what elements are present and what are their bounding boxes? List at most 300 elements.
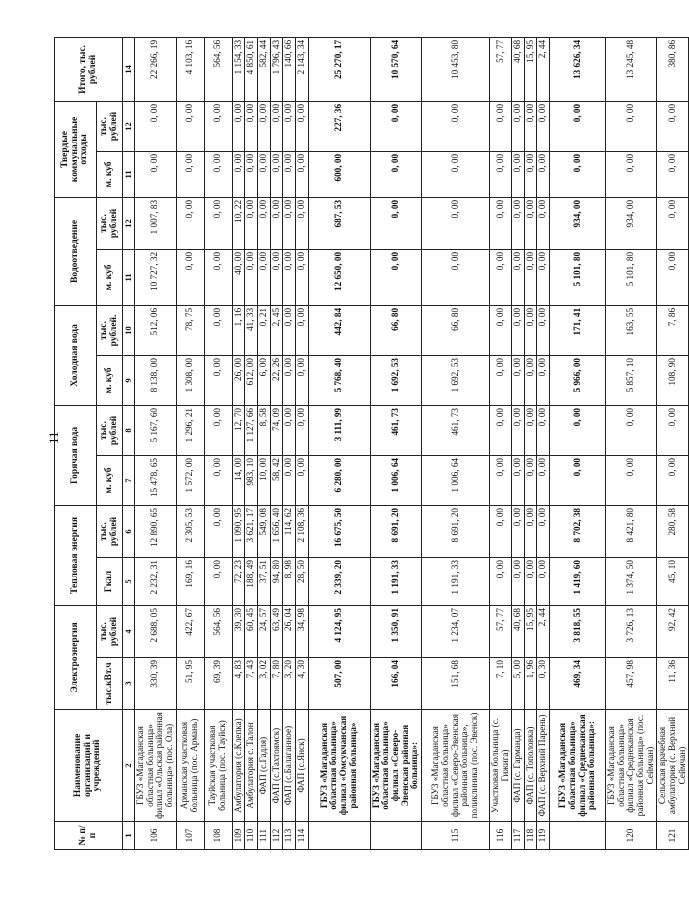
value-cell: 0, 00	[606, 405, 657, 455]
header-npp: № п/п	[55, 822, 123, 850]
value-cell: 0, 00	[524, 305, 537, 355]
value-cell: 0, 00	[489, 249, 511, 305]
value-cell: 0, 00	[657, 405, 689, 455]
value-cell: 0, 00	[657, 455, 689, 505]
value-cell: 0, 00	[176, 151, 204, 197]
value-cell: 5 966, 00	[550, 355, 606, 405]
organization-name: Сельская врачебная амбулатория (с. Верхний Сеймчан)	[657, 710, 689, 822]
value-cell: 1 572, 00	[176, 455, 204, 505]
value-cell: 10 727, 32	[135, 249, 177, 305]
row-number: 115	[421, 822, 489, 850]
row-number: 110	[245, 822, 258, 850]
value-cell: 0, 00	[550, 455, 606, 505]
row-number: 118	[524, 822, 537, 850]
value-cell: 39, 30	[232, 606, 245, 658]
header-total: Итого, тыс. рублей	[55, 37, 123, 101]
value-cell: 8, 98	[283, 558, 296, 606]
subheader-cell: тыс. рублей	[97, 505, 123, 557]
value-cell: 15, 95	[524, 37, 537, 101]
value-cell: 2, 44	[537, 606, 550, 658]
value-cell: 0, 00	[489, 405, 511, 455]
organization-name: ФАП (с.Балаганное)	[283, 710, 296, 822]
value-cell: 69, 39	[204, 658, 232, 710]
column-index-cell: 6	[123, 505, 135, 557]
value-cell: 461, 73	[421, 405, 489, 455]
row-number: 116	[489, 822, 511, 850]
value-cell: 5, 00	[512, 658, 525, 710]
value-cell: 7, 86	[657, 305, 689, 355]
value-cell: 0, 00	[512, 505, 525, 557]
value-cell: 188, 49	[245, 558, 258, 606]
column-index-cell: 2	[123, 710, 135, 822]
value-cell: 0, 00	[537, 197, 550, 249]
column-index-cell: 1	[123, 822, 135, 850]
value-cell: 140, 66	[283, 37, 296, 101]
column-index-cell: 5	[123, 558, 135, 606]
value-cell: 34, 98	[295, 606, 308, 658]
value-cell: 0, 00	[489, 197, 511, 249]
value-cell: 57, 77	[489, 37, 511, 101]
value-cell: 0, 00	[204, 455, 232, 505]
value-cell: 0, 00	[135, 151, 177, 197]
value-cell: 7, 43	[245, 658, 258, 710]
value-cell: 0, 00	[606, 151, 657, 197]
value-cell: 549, 08	[257, 505, 270, 557]
value-cell: 380, 86	[657, 37, 689, 101]
value-cell: 0, 00	[204, 405, 232, 455]
value-cell: 12 650, 00	[308, 249, 370, 305]
organization-name: ФАП (с.Янск)	[295, 710, 308, 822]
value-cell: 0, 00	[245, 197, 258, 249]
table-row	[524, 37, 537, 849]
organization-name: ФАП (с.Тахтоямск)	[270, 710, 283, 822]
organization-name: ФАП (с. Верхний Парень)	[537, 710, 550, 822]
value-cell: 0, 00	[283, 455, 296, 505]
value-cell: 57, 77	[489, 606, 511, 658]
value-cell: 66, 80	[421, 305, 489, 355]
column-index-cell: 10	[123, 305, 135, 355]
value-cell: 4 103, 16	[176, 37, 204, 101]
value-cell: 0, 00	[204, 355, 232, 405]
value-cell: 1 374, 50	[606, 558, 657, 606]
value-cell: 0, 00	[606, 455, 657, 505]
value-cell: 0, 00	[245, 249, 258, 305]
column-index-cell: 8	[123, 405, 135, 455]
organization-name: ФАП (с. Тополовка)	[524, 710, 537, 822]
value-cell: 0, 00	[176, 249, 204, 305]
value-cell: 8 691, 20	[421, 505, 489, 557]
subheader-cell: м. куб	[97, 455, 123, 505]
subheader-cell: тыс. рублей.	[97, 305, 123, 355]
value-cell: 0, 00	[512, 151, 525, 197]
organization-name: Участковая больница (с. Гижига)	[489, 710, 511, 822]
value-cell: 5 167, 60	[135, 405, 177, 455]
value-cell: 0, 00	[524, 405, 537, 455]
value-cell: 0, 00	[370, 197, 421, 249]
subheader-cell: тыс. рублей	[97, 101, 123, 151]
value-cell: 3 818, 55	[550, 606, 606, 658]
organization-name: ГБУЗ «Магаданская областная больница» филиал «Северо-Эвенская районная больница», поликлиника (пос. Эвенск)	[421, 710, 489, 822]
value-cell: 0, 00	[489, 355, 511, 405]
value-cell: 40, 00	[232, 249, 245, 305]
value-cell: 0, 00	[421, 151, 489, 197]
organization-name: Амбулатория с. Талон	[245, 710, 258, 822]
table-row	[308, 37, 370, 849]
row-number: 117	[512, 822, 525, 850]
value-cell: 0, 00	[204, 151, 232, 197]
value-cell: 22, 26	[270, 355, 283, 405]
value-cell: 0, 00	[657, 151, 689, 197]
row-number: 121	[657, 822, 689, 850]
value-cell: 28, 50	[295, 558, 308, 606]
subheader-cell: м. куб	[97, 249, 123, 305]
row-number: 111	[257, 822, 270, 850]
value-cell: 1 154, 33	[232, 37, 245, 101]
value-cell: 0, 00	[295, 305, 308, 355]
value-cell: 163, 55	[606, 305, 657, 355]
value-cell: 0, 00	[537, 249, 550, 305]
value-cell: 0, 00	[176, 197, 204, 249]
header-name: Наименование организаций и учреждений	[55, 710, 123, 822]
value-cell: 0, 00	[257, 151, 270, 197]
value-cell: 1 692, 53	[421, 355, 489, 405]
value-cell: 0, 00	[270, 151, 283, 197]
value-cell: 612, 00	[245, 355, 258, 405]
value-cell: 0, 00	[512, 405, 525, 455]
row-number: 119	[537, 822, 550, 850]
value-cell: 10, 22	[232, 197, 245, 249]
value-cell: 171, 41	[550, 305, 606, 355]
value-cell: 0, 00	[512, 558, 525, 606]
table-row	[489, 37, 511, 849]
value-cell: 0, 00	[537, 505, 550, 557]
subheader-cell: тыс. рублей	[97, 197, 123, 249]
value-cell: 8 138, 00	[135, 355, 177, 405]
value-cell: 78, 75	[176, 305, 204, 355]
value-cell: 0, 00	[512, 355, 525, 405]
value-cell: 1 127, 66	[245, 405, 258, 455]
value-cell: 0, 00	[283, 355, 296, 405]
table-row	[245, 37, 258, 849]
value-cell: 0, 00	[524, 101, 537, 151]
value-cell: 58, 42	[270, 455, 283, 505]
value-cell: 0, 00	[537, 101, 550, 151]
value-cell: 0, 00	[421, 101, 489, 151]
row-number: 108	[204, 822, 232, 850]
value-cell: 469, 34	[550, 658, 606, 710]
subheader-cell: м. куб	[97, 355, 123, 405]
table-row	[204, 37, 232, 849]
value-cell: 0, 00	[295, 101, 308, 151]
row-number: 114	[295, 822, 308, 850]
value-cell: 25 270, 17	[308, 37, 370, 101]
value-cell: 0, 00	[295, 151, 308, 197]
value-cell: 0, 00	[204, 197, 232, 249]
value-cell: 0, 00	[270, 101, 283, 151]
value-cell: 0, 00	[283, 405, 296, 455]
value-cell: 1 296, 21	[176, 405, 204, 455]
value-cell: 442, 84	[308, 305, 370, 355]
value-cell: 41, 33	[245, 305, 258, 355]
value-cell: 2, 44	[537, 37, 550, 101]
value-cell: 0, 00	[489, 455, 511, 505]
value-cell: 1 006, 64	[370, 455, 421, 505]
value-cell: 13 626, 34	[550, 37, 606, 101]
value-cell: 0, 00	[257, 249, 270, 305]
value-cell: 0, 00	[204, 249, 232, 305]
column-index-cell: 4	[123, 606, 135, 658]
header-cold-water: Холодная вода	[55, 305, 97, 405]
value-cell: 3 726, 13	[606, 606, 657, 658]
organization-name: Тауйская участковая больница (пос. Тауйск)	[204, 710, 232, 822]
organization-name: ГБУЗ «Магаданская областная больница» филиал «Среднеканская районная больница»:	[550, 710, 606, 822]
value-cell: 151, 68	[421, 658, 489, 710]
value-cell: 0, 00	[657, 101, 689, 151]
value-cell: 4 850, 61	[245, 37, 258, 101]
value-cell: 51, 95	[176, 658, 204, 710]
value-cell: 11, 36	[657, 658, 689, 710]
value-cell: 422, 67	[176, 606, 204, 658]
subheader-cell: тыс.кВт.ч	[97, 658, 123, 710]
value-cell: 0, 00	[204, 305, 232, 355]
table-row	[537, 37, 550, 849]
row-number: 109	[232, 822, 245, 850]
value-cell: 72, 23	[232, 558, 245, 606]
value-cell: 22 266, 19	[135, 37, 177, 101]
value-cell: 12, 70	[232, 405, 245, 455]
value-cell: 2 339, 20	[308, 558, 370, 606]
value-cell: 1, 96	[524, 658, 537, 710]
value-cell: 63, 49	[270, 606, 283, 658]
value-cell: 600, 00	[308, 151, 370, 197]
value-cell: 0, 00	[204, 101, 232, 151]
value-cell: 0, 00	[512, 455, 525, 505]
value-cell: 7, 80	[270, 658, 283, 710]
column-index-cell: 9	[123, 355, 135, 405]
value-cell: 0, 00	[550, 405, 606, 455]
header-drainage: Водоотведение	[55, 197, 97, 305]
value-cell: 0, 00	[512, 249, 525, 305]
value-cell: 0, 21	[257, 305, 270, 355]
value-cell: 1 007, 83	[135, 197, 177, 249]
value-cell: 3 111, 99	[308, 405, 370, 455]
value-cell: 1 191, 33	[421, 558, 489, 606]
value-cell: 108, 90	[657, 355, 689, 405]
value-cell: 26, 00	[232, 355, 245, 405]
value-cell: 1 656, 40	[270, 505, 283, 557]
value-cell: 8 421, 80	[606, 505, 657, 557]
value-cell: 0, 00	[283, 101, 296, 151]
value-cell: 0, 00	[657, 197, 689, 249]
value-cell: 6, 00	[257, 355, 270, 405]
value-cell: 166, 04	[370, 658, 421, 710]
organization-name: Амбулатория (с.Клепка)	[232, 710, 245, 822]
table-row	[606, 37, 657, 849]
value-cell: 10 453, 80	[421, 37, 489, 101]
value-cell: 0, 00	[283, 305, 296, 355]
value-cell: 40, 68	[512, 37, 525, 101]
rotated-table-wrapper	[54, 38, 687, 850]
value-cell: 0, 00	[489, 101, 511, 151]
table-row	[257, 37, 270, 849]
value-cell: 0, 00	[283, 151, 296, 197]
value-cell: 4, 30	[295, 658, 308, 710]
table-row	[295, 37, 308, 849]
row-number	[308, 822, 370, 850]
value-cell: 0, 00	[606, 101, 657, 151]
value-cell: 0, 00	[512, 197, 525, 249]
value-cell: 1 234, 07	[421, 606, 489, 658]
value-cell: 5 768, 40	[308, 355, 370, 405]
value-cell: 16 675, 50	[308, 505, 370, 557]
table-row	[421, 37, 489, 849]
value-cell: 582, 44	[257, 37, 270, 101]
value-cell: 37, 51	[257, 558, 270, 606]
table-row	[232, 37, 245, 849]
value-cell: 0, 00	[245, 101, 258, 151]
value-cell: 13 245, 48	[606, 37, 657, 101]
value-cell: 8 691, 20	[370, 505, 421, 557]
value-cell: 2 143, 34	[295, 37, 308, 101]
value-cell: 3 621, 17	[245, 505, 258, 557]
header-waste: Твердые коммунальные отходы	[55, 101, 97, 197]
value-cell: 0, 00	[550, 151, 606, 197]
value-cell: 330, 39	[135, 658, 177, 710]
value-cell: 0, 00	[537, 355, 550, 405]
value-cell: 4 124, 95	[308, 606, 370, 658]
value-cell: 0, 00	[370, 151, 421, 197]
value-cell: 5 857, 10	[606, 355, 657, 405]
value-cell: 0, 00	[524, 249, 537, 305]
value-cell: 1 419, 60	[550, 558, 606, 606]
organization-name: ФАП (с. Гарманда)	[512, 710, 525, 822]
value-cell: 7, 10	[489, 658, 511, 710]
value-cell: 1 006, 64	[421, 455, 489, 505]
value-cell: 0, 00	[524, 455, 537, 505]
table-row	[135, 37, 177, 849]
value-cell: 1, 16	[232, 305, 245, 355]
row-number	[370, 822, 421, 850]
value-cell: 10, 00	[257, 455, 270, 505]
value-cell: 169, 16	[176, 558, 204, 606]
value-cell: 0, 00	[489, 505, 511, 557]
value-cell: 40, 68	[512, 606, 525, 658]
column-index-cell: 3	[123, 658, 135, 710]
value-cell: 0, 00	[283, 249, 296, 305]
value-cell: 0, 00	[421, 249, 489, 305]
value-cell: 934, 00	[606, 197, 657, 249]
value-cell: 0, 00	[512, 305, 525, 355]
value-cell: 2, 45	[270, 305, 283, 355]
page-number: 11	[46, 431, 61, 444]
value-cell: 0, 00	[657, 249, 689, 305]
value-cell: 0, 00	[295, 249, 308, 305]
table-row	[512, 37, 525, 849]
subheader-cell: Гкал	[97, 558, 123, 606]
value-cell: 0, 00	[232, 101, 245, 151]
value-cell: 60, 45	[245, 606, 258, 658]
table-row	[283, 37, 296, 849]
value-cell: 0, 00	[232, 151, 245, 197]
value-cell: 0, 00	[537, 455, 550, 505]
organization-name: ГБУЗ «Магаданская областная больница» филиал «Омсукчанская районная больница»	[308, 710, 370, 822]
value-cell: 0, 00	[176, 101, 204, 151]
organization-name: Арманская участковая больница (пос. Армань)	[176, 710, 204, 822]
organization-name: ФАП (с.Гадля)	[257, 710, 270, 822]
table-row	[176, 37, 204, 849]
row-number	[550, 822, 606, 850]
value-cell: 0, 00	[283, 197, 296, 249]
value-cell: 26, 04	[283, 606, 296, 658]
value-cell: 114, 62	[283, 505, 296, 557]
row-number: 107	[176, 822, 204, 850]
value-cell: 92, 42	[657, 606, 689, 658]
value-cell: 0, 00	[204, 558, 232, 606]
value-cell: 0, 00	[512, 101, 525, 151]
header-heat: Тепловая энергия	[55, 505, 97, 605]
column-index-cell: 11	[123, 151, 135, 197]
column-index-cell: 14	[123, 37, 135, 101]
value-cell: 24, 57	[257, 606, 270, 658]
value-cell: 0, 00	[204, 505, 232, 557]
value-cell: 461, 73	[370, 405, 421, 455]
value-cell: 3, 02	[257, 658, 270, 710]
row-number: 113	[283, 822, 296, 850]
organization-name: ГБУЗ «Магаданская областная больница» филиал «Северо-Эвенская районная больница»:	[370, 710, 421, 822]
value-cell: 564, 56	[204, 37, 232, 101]
value-cell: 15 478, 65	[135, 455, 177, 505]
row-number: 120	[606, 822, 657, 850]
value-cell: 14, 00	[232, 455, 245, 505]
subheader-cell: тыс. рублей	[97, 606, 123, 658]
column-index-cell: 12	[123, 101, 135, 151]
value-cell: 6 280, 00	[308, 455, 370, 505]
value-cell: 0, 00	[537, 305, 550, 355]
column-index-cell: 11	[123, 249, 135, 305]
value-cell: 0, 00	[295, 197, 308, 249]
value-cell: 0, 00	[524, 355, 537, 405]
value-cell: 1 191, 33	[370, 558, 421, 606]
value-cell: 457, 98	[606, 658, 657, 710]
subheader-cell: м. куб	[97, 151, 123, 197]
value-cell: 1 308, 00	[176, 355, 204, 405]
column-index-cell: 7	[123, 455, 135, 505]
table-row	[370, 37, 421, 849]
value-cell: 0, 00	[524, 558, 537, 606]
value-cell: 2 232, 31	[135, 558, 177, 606]
value-cell: 74, 09	[270, 405, 283, 455]
value-cell: 0, 00	[537, 405, 550, 455]
value-cell: 0, 00	[245, 151, 258, 197]
value-cell: 0, 00	[370, 101, 421, 151]
row-number: 106	[135, 822, 177, 850]
value-cell: 0, 00	[524, 505, 537, 557]
value-cell: 0, 00	[537, 558, 550, 606]
header-hot-water: Горячая вода	[55, 405, 97, 505]
value-cell: 1 350, 91	[370, 606, 421, 658]
table-row	[550, 37, 606, 849]
value-cell: 3, 20	[283, 658, 296, 710]
value-cell: 564, 56	[204, 606, 232, 658]
value-cell: 0, 00	[489, 305, 511, 355]
value-cell: 0, 00	[421, 197, 489, 249]
value-cell: 0, 00	[524, 197, 537, 249]
value-cell: 0, 00	[489, 558, 511, 606]
value-cell: 507, 00	[308, 658, 370, 710]
utilities-table	[54, 37, 689, 850]
value-cell: 0, 00	[370, 249, 421, 305]
header-electricity: Электроэнергия	[55, 606, 97, 710]
